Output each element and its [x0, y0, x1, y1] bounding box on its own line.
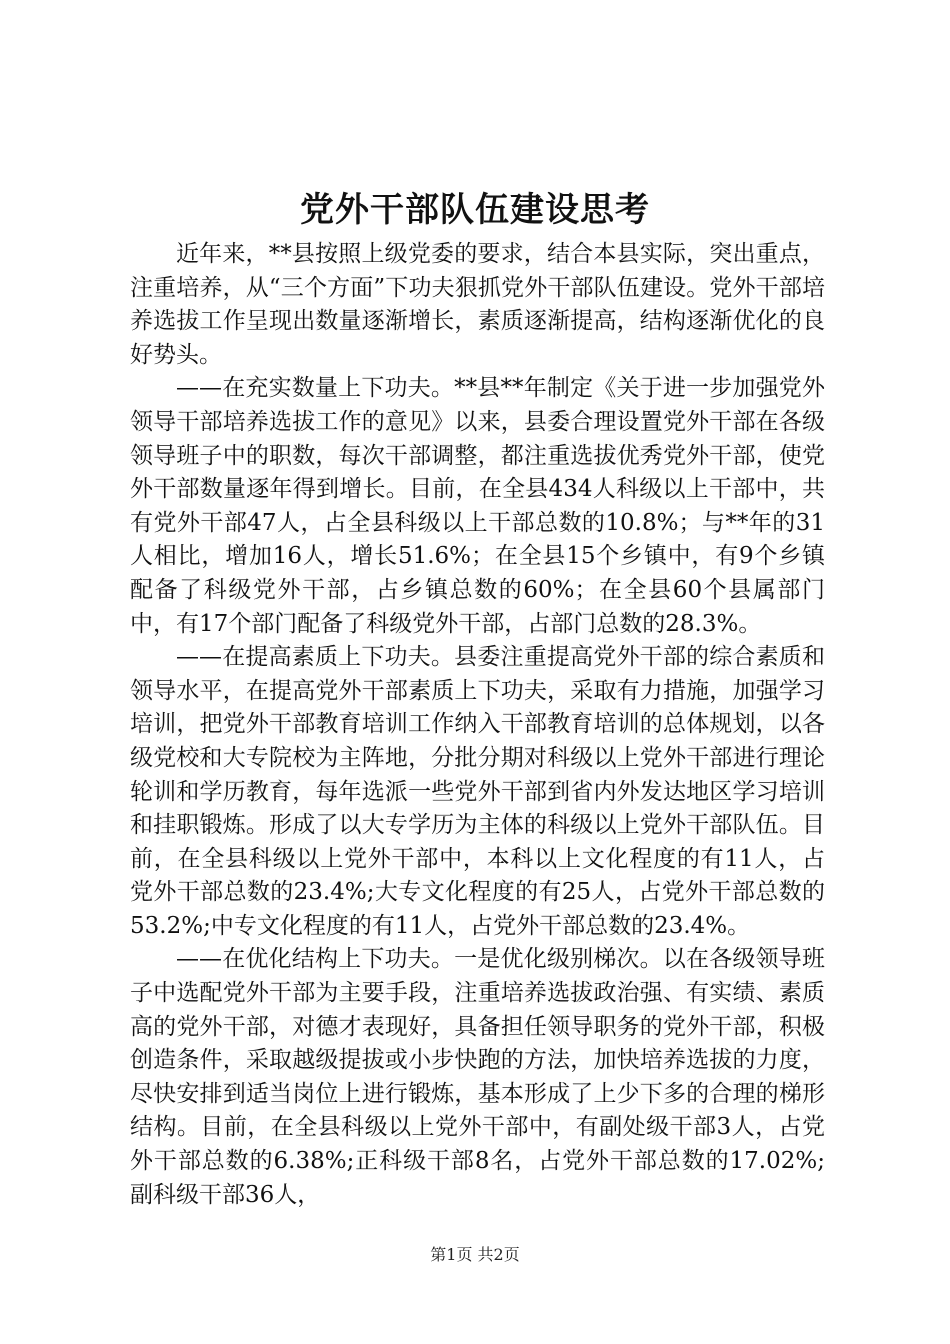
paragraph-quality: ——在提高素质上下功夫。县委注重提高党外干部的综合素质和领导水平，在提高党外干部素质上下功夫，采取有力措施，加强学习培训，把党外干部教育培训工作纳入干部教育培训的总体规划，以各级党校和大专院校为主阵地，分批分期对科级以上党外干部进行理论轮训和学历教育，每年选派一些党外干部到省内外发达地区学习培训和挂职锻炼。形成了以大专学历为主体的科级以上党外干部队伍。目前，在全县科级以上党外干部中，本科以上文化程度的有11人，占党外干部总数的23.4%;大专文化程度的有25人，占党外干部总数的53.2%;中专文化程度的有11人，占党外干部总数的23.4%。 — [130, 644, 825, 939]
document-title: 党外干部队伍建设思考 — [300, 190, 650, 230]
paragraph-intro: 近年来，**县按照上级党委的要求，结合本县实际，突出重点，注重培养，从“三个方面”下功夫狠抓党外干部队伍建设。党外干部培养选拔工作呈现出数量逐渐增长，素质逐渐提高，结构逐渐优化的良好势头。 — [130, 241, 825, 368]
page-number-footer: 第1页 共2页 — [430, 1245, 520, 1264]
document-body — [130, 238, 825, 1212]
paragraph-quantity: ——在充实数量上下功夫。**县**年制定《关于进一步加强党外领导干部培养选拔工作的意见》以来，县委合理设置党外干部在各级领导班子中的职数，每次干部调整，都注重选拔优秀党外干部，使党外干部数量逐年得到增长。目前，在全县434人科级以上干部中，共有党外干部47人，占全县科级以上干部总数的10.8%；与**年的31人相比，增加16人，增长51.6%；在全县15个乡镇中，有9个乡镇配备了科级党外干部，占乡镇总数的60%；在全县60个县属部门中，有17个部门配备了科级党外干部，占部门总数的28.3%。 — [130, 375, 825, 637]
paragraph-structure: ——在优化结构上下功夫。一是优化级别梯次。以在各级领导班子中选配党外干部为主要手段，注重培养选拔政治强、有实绩、素质高的党外干部，对德才表现好，具备担任领导职务的党外干部，积极创造条件，采取越级提拔或小步快跑的方法，加快培养选拔的力度，尽快安排到适当岗位上进行锻炼，基本形成了上少下多的合理的梯形结构。目前，在全县科级以上党外干部中，有副处级干部3人，占党外干部总数的6.38%;正科级干部8名，占党外干部总数的17.02%;副科级干部36人， — [130, 946, 825, 1208]
